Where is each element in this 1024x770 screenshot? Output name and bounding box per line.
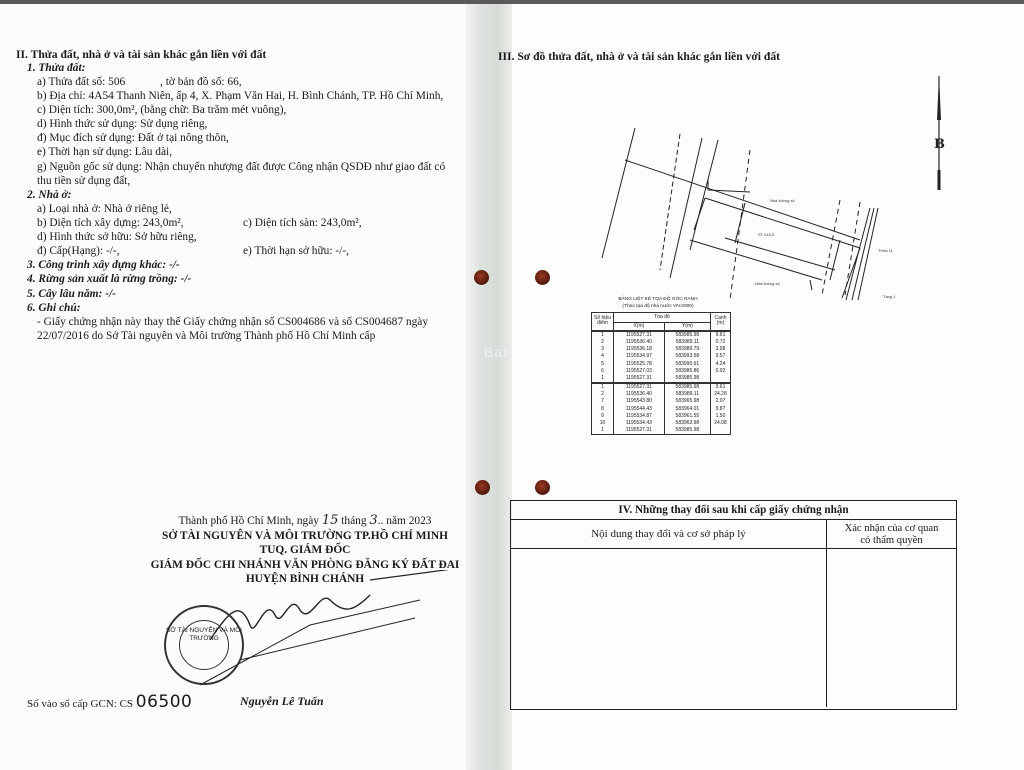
- changes-table-header: [511, 520, 956, 549]
- gcn-registry-number: Số vào sổ cấp GCN: CS 06500: [27, 692, 193, 712]
- table-row: 2 1195536.40 583989.11 0.72: [592, 339, 731, 346]
- issue-day: 15: [321, 513, 339, 528]
- issue-date: Thành phố Hồ Chí Minh, ngày 15 tháng 3.. năm 2023: [178, 513, 432, 528]
- land-usage-purpose: đ) Mục đích sử dụng: Đất ở tại nông thôn,: [37, 132, 229, 144]
- punch-hole: [535, 270, 550, 285]
- col-x: X(m): [614, 323, 665, 331]
- svg-text:Nhà không số: Nhà không số: [770, 198, 795, 203]
- house-build-area: b) Diện tích xây dựng: 243,0m²,: [37, 217, 184, 229]
- changes-table-body: [511, 549, 956, 707]
- table-row: 4 1195534.97 583993.58 9.57: [592, 353, 731, 360]
- official-stamp: [164, 605, 244, 685]
- production-forest: 4. Rừng sản xuất là rừng trồng: -/-: [27, 273, 192, 285]
- house-floor-area: c) Diện tích sàn: 243,0m²,: [243, 217, 362, 229]
- punch-hole: [474, 270, 489, 285]
- col-edge: Cạnh (m): [711, 313, 731, 331]
- land-usage-form: d) Hình thức sử dụng: Sử dụng riêng,: [37, 118, 208, 130]
- house-ownership: d) Hình thức sở hữu: Sở hữu riêng,: [37, 231, 197, 243]
- table-row: 1 1195527.31 583985.98: [592, 375, 731, 383]
- svg-text:ST 243,0: ST 243,0: [758, 232, 775, 237]
- table-row: 1 1195527.31 583985.98 9.61: [592, 383, 731, 391]
- house-grade: đ) Cấp(Hạng): -/-,: [37, 245, 120, 257]
- punch-hole: [475, 480, 490, 495]
- signer-district: HUYỆN BÌNH CHÁNH: [245, 573, 365, 585]
- svg-text:Tầng 1: Tầng 1: [883, 294, 896, 299]
- table-row: 1 1195527.31 583985.98 9.61: [592, 331, 731, 339]
- table-row: 7 1195543.80 583965.98 2.07: [592, 398, 731, 405]
- authorization: TUQ. GIÁM ĐỐC: [259, 544, 351, 556]
- table-row: 2 1195536.40 583989.11 24.28: [592, 391, 731, 398]
- house-type: a) Loại nhà ở: Nhà ở riêng lẻ,: [37, 203, 172, 215]
- house-heading: 2. Nhà ở:: [27, 189, 72, 201]
- notes-line-1: - Giấy chứng nhận này thay thế Giấy chứng nhận số CS004686 và số CS004687 ngày: [37, 316, 429, 328]
- section-iii-title: III. Sơ đồ thửa đất, nhà ở và tài sản khác gắn liền với đất: [498, 50, 780, 63]
- col-change-content: Nội dung thay đổi và cơ sở pháp lý: [511, 520, 827, 548]
- table-row: 5 1195525.78 583990.91 4.24: [592, 360, 731, 367]
- col-point: Số hiệu điểm: [592, 313, 614, 331]
- svg-text:Nhà không số: Nhà không số: [755, 281, 780, 286]
- svg-text:Thửa 11: Thửa 11: [878, 248, 893, 253]
- watermark: Bat: [484, 344, 509, 360]
- stamp-text: SỞ TÀI NGUYÊN VÀ MÔI TRƯỜNG: [166, 627, 242, 642]
- issuing-org: SỞ TÀI NGUYÊN VÀ MÔI TRƯỜNG TP.HỒ CHÍ MINH: [162, 529, 448, 542]
- parcel-map-diagram: [590, 120, 910, 300]
- land-usage-term: e) Thời hạn sử dụng: Lâu dài,: [37, 146, 173, 158]
- other-construction: 3. Công trình xây dựng khác: -/-: [27, 259, 180, 271]
- north-arrow-icon: [930, 70, 954, 190]
- table-row: 10 1195534.43 583962.98 24.08: [592, 420, 731, 427]
- house-ownership-term: e) Thời hạn sở hữu: -/-,: [243, 245, 349, 257]
- signer-name: Nguyễn Lê Tuấn: [240, 694, 324, 708]
- col-authority-confirmation: Xác nhận của cơ quan có thẩm quyền: [844, 523, 939, 546]
- col-y: Y(m): [664, 323, 710, 331]
- signer-title: GIÁM ĐỐC CHI NHÁNH VĂN PHÒNG ĐĂNG KÝ ĐẤT ĐAI: [150, 558, 460, 571]
- land-origin-cont: thu tiền sử dụng đất,: [37, 175, 131, 187]
- table-row: 8 1195544.43 583964.01 9.87: [592, 406, 731, 413]
- gcn-number: 06500: [135, 692, 193, 712]
- notes-heading: 6. Ghi chú:: [27, 302, 81, 314]
- land-parcel-number: a) Thửa đất số: 506: [37, 76, 126, 88]
- changes-table-title: IV. Những thay đổi sau khi cấp giấy chứng nhận: [511, 501, 956, 520]
- change-content-cell: [511, 549, 827, 707]
- land-area: c) Diện tích: 300,0m², (bằng chữ: Ba trăm mét vuông),: [37, 104, 287, 116]
- coord-table-title: BẢNG LIỆT KÊ TỌA ĐỘ GÓC RANH (Theo tọa độ nhà nước VN-2000): [618, 297, 698, 309]
- table-row: 3 1195536.18 583989.79 3.98: [592, 346, 731, 353]
- section-ii-title: II. Thửa đất, nhà ở và tài sản khác gắn liền với đất: [16, 48, 267, 61]
- page-fold: [466, 4, 512, 770]
- changes-table: [510, 500, 957, 710]
- perennial-trees: 5. Cây lâu năm: -/-: [27, 288, 116, 300]
- table-row: 6 1195527.03 583986.86 0.92: [592, 368, 731, 375]
- issue-month: 3: [369, 513, 378, 528]
- table-row: 9 1195534.87 583961.55 1.50: [592, 413, 731, 420]
- table-row: 1 1195527.31 583985.98: [592, 427, 731, 435]
- authority-confirmation-cell: [827, 549, 956, 707]
- land-address: b) Địa chỉ: 4A54 Thanh Niên, ấp 4, X. Phạm Văn Hai, H. Bình Chánh, TP. Hồ Chí Minh,: [37, 90, 444, 102]
- coordinate-table: [591, 312, 731, 435]
- notes-line-2: 22/07/2016 do Sở Tài nguyên và Môi trường Thành phố Hồ Chí Minh cấp: [37, 330, 376, 342]
- col-coords: Tọa độ: [614, 313, 711, 323]
- land-map-sheet: , tờ bản đồ số: 66,: [160, 76, 242, 88]
- svg-text:B: B: [934, 137, 945, 152]
- land-origin: g) Nguồn gốc sử dụng: Nhận chuyển nhượng đất được Công nhận QSDĐ như giao đất có: [37, 161, 446, 173]
- land-heading: 1. Thửa đất:: [27, 62, 86, 74]
- punch-hole: [535, 480, 550, 495]
